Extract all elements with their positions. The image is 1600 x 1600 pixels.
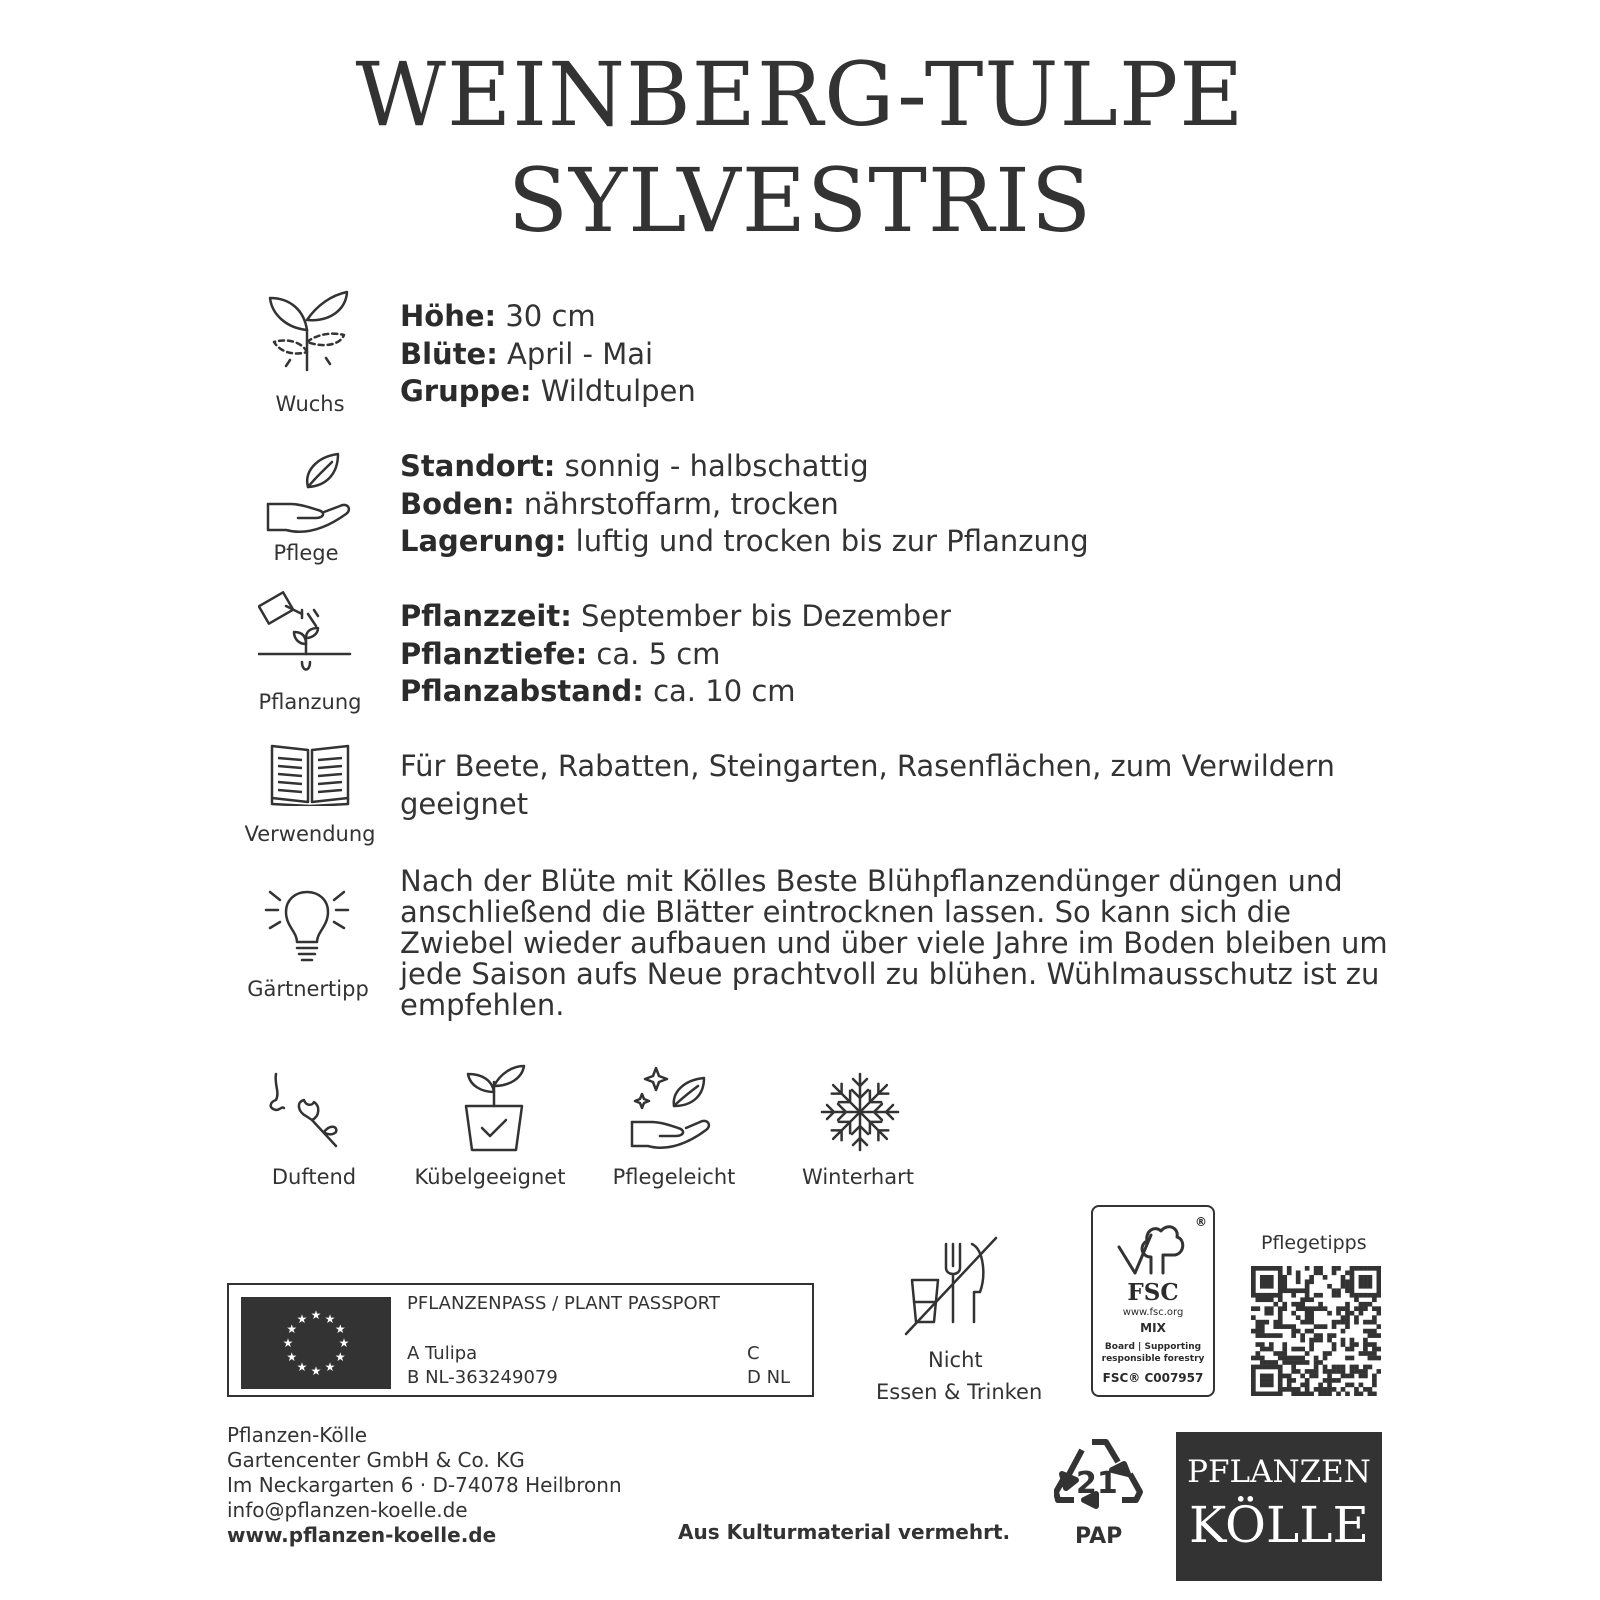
pflanzung-info: [400, 598, 951, 711]
passport-d: D NL: [747, 1367, 791, 1388]
svg-text:★: ★: [296, 1311, 308, 1326]
svg-text:★: ★: [324, 1311, 336, 1326]
wuchs-label: Wuchs: [275, 392, 345, 416]
fsc-desc-2: responsible forestry: [1101, 1354, 1205, 1364]
company-address: [227, 1423, 622, 1548]
feature-label-winterhart: Winterhart: [802, 1165, 914, 1189]
passport-c: C: [747, 1343, 760, 1364]
logo-line-1: PFLANZEN: [1187, 1454, 1371, 1490]
info-row: Höhe: 30 cm: [400, 299, 596, 333]
title-line-2: SYLVESTRIS: [507, 149, 1093, 252]
info-row: Pflanzabstand: ca. 10 cm: [400, 674, 796, 708]
not-edible-line-1: Nicht: [928, 1348, 983, 1372]
info-row: Gruppe: Wildtulpen: [400, 374, 696, 408]
logo-line-2: KÖLLE: [1189, 1496, 1369, 1554]
watering-can-icon: [258, 588, 354, 678]
feature-label-kuebelgeeignet: Kübelgeeignet: [414, 1165, 566, 1189]
culture-note: Aus Kulturmaterial vermehrt.: [678, 1520, 1011, 1544]
pflanzung-label: Pflanzung: [258, 690, 362, 714]
gaertnertipp-text: [400, 866, 1400, 1021]
svg-text:★: ★: [334, 1350, 346, 1364]
fsc-label: [1091, 1205, 1215, 1397]
not-edible-line-2: Essen & Trinken: [876, 1380, 1043, 1404]
svg-text:★: ★: [310, 1308, 322, 1322]
no-eat-drink-icon: [904, 1236, 1000, 1336]
qr-code-icon[interactable]: [1251, 1266, 1381, 1396]
svg-text:★: ★: [324, 1360, 336, 1375]
fsc-url: www.fsc.org: [1122, 1307, 1184, 1318]
passport-b: B NL-363249079: [407, 1367, 558, 1388]
plant-growth-icon: [262, 290, 352, 380]
nose-flower-icon: [266, 1072, 346, 1152]
fsc-code: FSC® C007957: [1102, 1371, 1204, 1385]
recycling-code: PAP: [1075, 1524, 1123, 1549]
fsc-desc-1: Board | Supporting: [1104, 1342, 1202, 1352]
passport-a: A Tulipa: [407, 1343, 478, 1364]
title-line-1: WEINBERG-TULPE: [355, 43, 1245, 146]
svg-text:★: ★: [282, 1336, 294, 1350]
passport-header: PFLANZENPASS / PLANT PASSPORT: [407, 1293, 720, 1314]
svg-text:★: ★: [286, 1350, 298, 1364]
info-line: Für Beete, Rabatten, Steingarten, Rasenflächen, zum Verwildern: [400, 749, 1335, 783]
eu-flag-icon: [241, 1297, 391, 1389]
fsc-name: FSC: [1127, 1279, 1179, 1306]
tip-line: jede Saison aufs Neue prachtvoll zu blühen. Wühlmausschutz ist zu: [400, 957, 1380, 991]
hand-leaf-icon: [266, 452, 356, 537]
qr-label: Pflegetipps: [1261, 1232, 1367, 1254]
info-row: Lagerung: luftig und trocken bis zur Pflanzung: [400, 524, 1089, 558]
verwendung-label: Verwendung: [244, 822, 376, 846]
fsc-mix: MIX: [1140, 1321, 1166, 1335]
svg-text:★: ★: [310, 1364, 322, 1378]
plant-passport: [227, 1283, 814, 1397]
address-line: info@pflanzen-koelle.de: [227, 1498, 468, 1522]
tip-line: Nach der Blüte mit Kölles Beste Blühpflanzendünger düngen und: [400, 864, 1343, 898]
verwendung-info: [400, 748, 1335, 823]
open-book-icon: [270, 742, 350, 806]
snowflake-icon: [820, 1072, 900, 1152]
tip-line: anschließend die Blätter eintrocknen lassen. So kann sich die: [400, 895, 1291, 929]
fsc-registered: ®: [1195, 1215, 1207, 1229]
feature-label-pflegeleicht: Pflegeleicht: [612, 1165, 736, 1189]
svg-text:★: ★: [334, 1322, 346, 1336]
info-row: Pflanztiefe: ca. 5 cm: [400, 636, 721, 671]
tip-line: empfehlen.: [400, 988, 565, 1022]
fsc-tree-icon: [1115, 1217, 1195, 1285]
recycling-number: 21: [1076, 1466, 1118, 1501]
address-line: Pflanzen-Kölle: [227, 1423, 368, 1447]
feature-label-duftend: Duftend: [271, 1165, 357, 1189]
info-row: Pflanzzeit: September bis Dezember: [400, 599, 951, 633]
potted-plant-icon: [462, 1062, 526, 1152]
info-line: geeignet: [400, 786, 529, 821]
address-line: Gartencenter GmbH & Co. KG: [227, 1448, 525, 1472]
info-row: Blüte: April - Mai: [400, 336, 654, 371]
gaertnertipp-label: Gärtnertipp: [247, 977, 369, 1001]
pflege-info: [400, 448, 1089, 561]
info-row: Boden: nährstoffarm, trocken: [400, 486, 839, 521]
tip-line: Zwiebel wieder aufbauen und über viele Jahre im Boden bleiben um: [400, 926, 1388, 960]
address-line: Im Neckargarten 6 · D-74078 Heilbronn: [227, 1473, 622, 1497]
website-link[interactable]: www.pflanzen-koelle.de: [227, 1523, 497, 1547]
hand-sparkle-icon: [630, 1066, 714, 1150]
info-row: Standort: sonnig - halbschattig: [400, 449, 869, 483]
pflege-label: Pflege: [273, 541, 339, 565]
svg-text:★: ★: [338, 1336, 350, 1350]
svg-text:★: ★: [286, 1322, 298, 1336]
brand-logo: [1176, 1432, 1382, 1581]
light-bulb-icon: [264, 888, 350, 964]
wuchs-info: [400, 298, 696, 411]
svg-text:★: ★: [296, 1360, 308, 1375]
